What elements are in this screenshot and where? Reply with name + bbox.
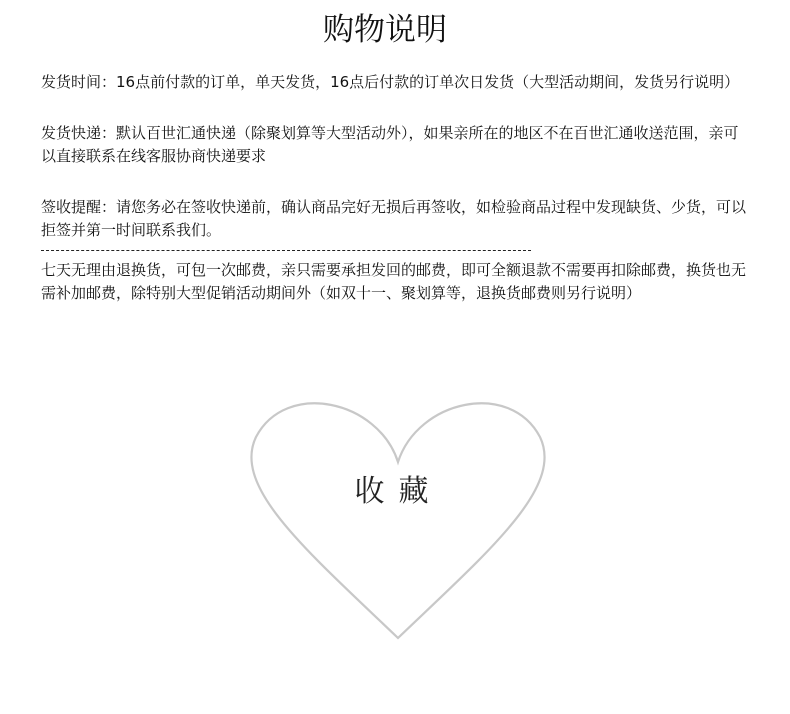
heart-outline-icon: [246, 382, 551, 642]
page-title: 购物说明: [323, 12, 447, 48]
instructions-content: [41, 71, 753, 333]
courier-paragraph: 发货快递：默认百世汇通快递（除聚划算等大型活动外），如果亲所在的地区不在百世汇通收送范围，亲可以直接联系在线客服协商快递要求: [41, 124, 739, 165]
dashed-divider: [41, 250, 531, 251]
return-policy-paragraph: 七天无理由退换货，可包一次邮费，亲只需要承担发回的邮费，即可全额退款不需要再扣除邮费，换货也无需补加邮费，除特别大型促销活动期间外（如双十一、聚划算等，退换货邮费则另行说明）: [41, 261, 747, 302]
favorite-heart[interactable]: [246, 382, 551, 642]
favorite-label: 收藏: [354, 474, 443, 509]
shipping-time-paragraph: 发货时间：16点前付款的订单，单天发货，16点后付款的订单次日发货（大型活动期间，发货另行说明）: [41, 73, 740, 91]
delivery-reminder-paragraph: 签收提醒：请您务必在签收快递前，确认商品完好无损后再签收，如检验商品过程中发现缺货、少货，可以拒签并第一时间联系我们。: [41, 198, 747, 239]
